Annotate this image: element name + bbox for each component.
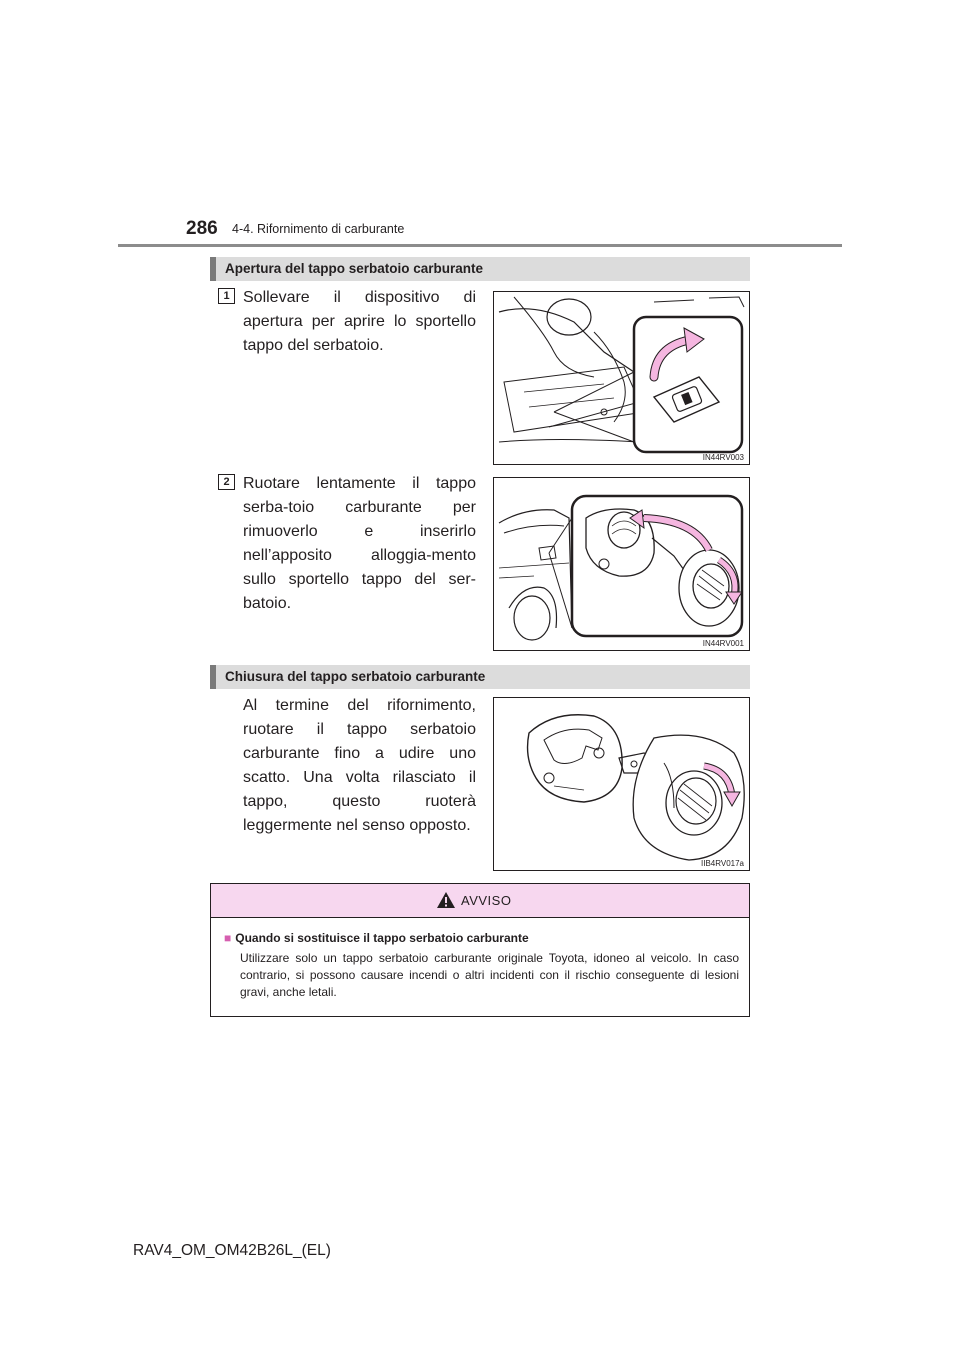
header-divider	[118, 244, 842, 247]
square-bullet-icon: ■	[224, 931, 232, 945]
illustration-fuel-door-opener	[493, 291, 750, 465]
section-title: 4-4. Rifornimento di carburante	[232, 222, 405, 236]
closing-text: Al termine del rifornimento, ruotare il tappo serbatoio carburante fino a udire uno scatto. Una volta rilasciato il tappo, questo ruoterà leggermente nel senso opposto.	[243, 697, 476, 834]
illustration-fuel-cap-removal	[493, 477, 750, 651]
image-code-3: IIB4RV017a	[701, 859, 744, 868]
warning-box	[210, 883, 750, 1017]
warning-item-title-row	[224, 930, 739, 947]
step-1-badge: 1	[218, 288, 235, 304]
image-code-1: IN44RV003	[702, 453, 744, 462]
document-id: RAV4_OM_OM42B26L_(EL)	[133, 1242, 331, 1259]
image-code-2: IN44RV001	[702, 639, 744, 648]
heading-opening-fuel-cap: Apertura del tappo serbatoio carburante	[210, 257, 750, 281]
heading-closing-fuel-cap: Chiusura del tappo serbatoio carburante	[210, 665, 750, 689]
step-2-badge: 2	[218, 474, 235, 490]
warning-triangle-icon	[437, 892, 455, 908]
warning-header	[211, 884, 749, 918]
step-2-text: Ruotare lentamente il tappo serba-toio carburante per rimuoverlo e inserirlo nell’apposito alloggia-mento sullo sportello tappo del ser-batoio.	[243, 475, 476, 612]
warning-title: AVVISO	[461, 893, 512, 908]
page-number: 286	[186, 218, 218, 239]
step-1-text: Sollevare il dispositivo di apertura per aprire lo sportello tappo del serbatoio.	[243, 289, 476, 354]
warning-item-title: Quando si sostituisce il tappo serbatoio carburante	[235, 931, 529, 945]
illustration-fuel-cap-closing	[493, 697, 750, 871]
warning-body	[211, 918, 749, 1001]
warning-item-text: Utilizzare solo un tappo serbatoio carburante originale Toyota, idoneo al veicolo. In caso contrario, si possono causare incendi o altri incidenti con il rischio conseguente di lesioni gravi, anche letali.	[240, 951, 739, 999]
